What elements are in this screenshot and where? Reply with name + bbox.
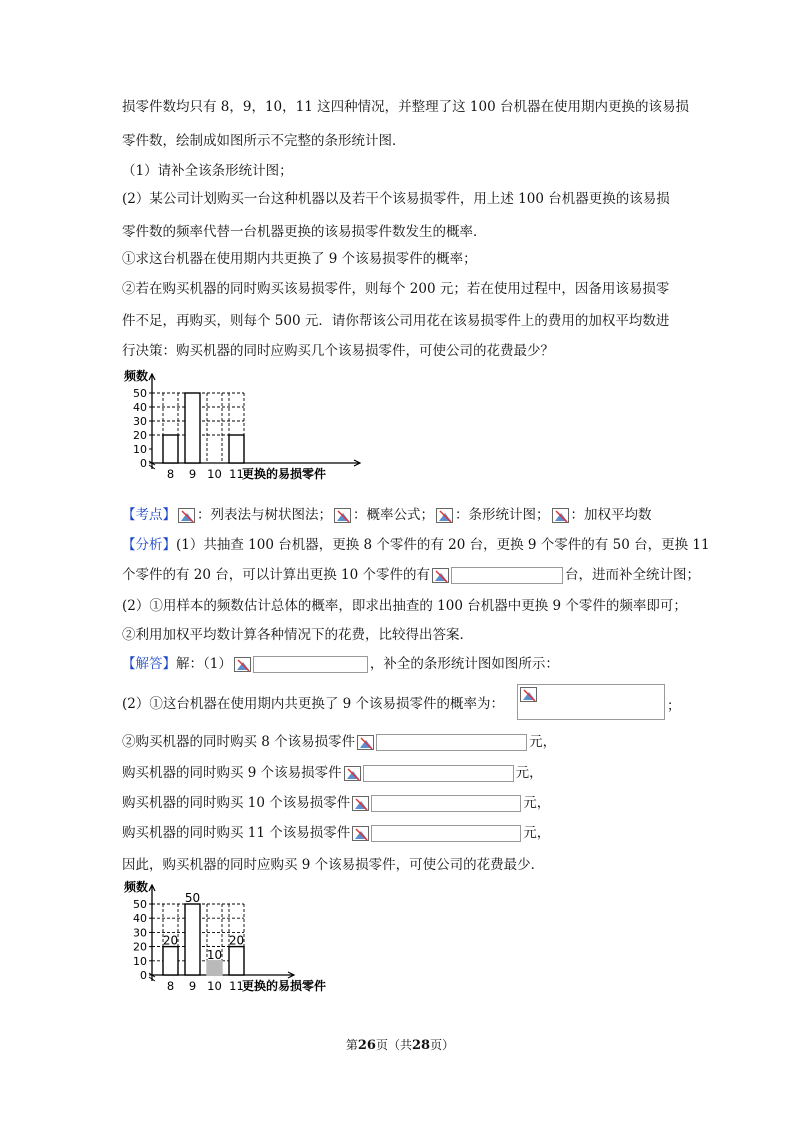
fenxi-text-1: (1）共抽查 100 台机器，更换 8 个零件的有 20 台，更换 9 个零件的有 50 台，更换 11	[176, 537, 710, 553]
problem-line-8: 件不足，再购买，则每个 500 元．请你帮该公司用花在该易损零件上的费用的加权平均数进	[122, 313, 670, 329]
kaodian-item-2: ：概率公式；	[353, 507, 434, 523]
yuan-text: 元，	[529, 734, 557, 750]
jieda-line-3	[122, 732, 556, 752]
y-tick-label: 50	[133, 387, 147, 400]
x-tick-label: 10	[207, 467, 222, 481]
y-tick-label: 10	[133, 443, 147, 456]
formula-image-icon	[357, 735, 374, 750]
kaodian-item-4: ：加权平均数	[570, 507, 652, 523]
formula-image-icon	[178, 508, 195, 523]
jieda-text-1a: 解：（1）	[176, 656, 232, 672]
bar-value-label: 50	[184, 891, 201, 905]
yuan-text: 元，	[515, 765, 543, 781]
x-tick-label: 9	[188, 467, 197, 481]
kaodian-label: 【考点】	[122, 507, 176, 523]
problem-line-3: （1）请补全该条形统计图；	[122, 163, 293, 179]
y-tick-label: 40	[133, 401, 147, 414]
formula-image-icon	[234, 657, 251, 672]
formula-image-icon	[436, 508, 453, 523]
formula-image-box	[371, 825, 521, 842]
problem-line-4: (2）某公司计划购买一台这种机器以及若干个该易损零件，用上述 100 台机器更换的该易损	[122, 191, 670, 207]
fenxi-label: 【分析】	[122, 537, 176, 553]
formula-image-icon	[432, 568, 449, 583]
bar	[229, 947, 244, 975]
jieda-text-6: 购买机器的同时购买 11 个该易损零件	[122, 825, 351, 841]
bar	[163, 435, 178, 463]
fenxi-line-3: (2）①用样本的频数估计总体的概率，即求出抽查的 100 台机器中更换 9 个零件的频率即可；	[122, 598, 687, 614]
bar-chart-incomplete	[122, 362, 372, 487]
formula-image-box	[363, 765, 514, 782]
formula-image-box	[376, 734, 527, 751]
footer-post: 页）	[430, 1038, 455, 1052]
fenxi-line-2	[122, 565, 700, 585]
formula-image-box	[371, 795, 521, 812]
jieda-line-4	[122, 763, 543, 783]
kaodian-item-3: ：条形统计图；	[455, 507, 550, 523]
jieda-text-4: 购买机器的同时购买 9 个该易损零件	[122, 765, 342, 781]
x-tick-label: 9	[188, 979, 197, 993]
y-tick-label: 30	[133, 926, 147, 940]
jieda-line-1	[122, 654, 559, 674]
jieda-text-2b: ；	[667, 698, 681, 714]
yuan-text: 元，	[523, 825, 551, 841]
x-tick-label: 8	[166, 979, 175, 993]
jieda-line-6	[122, 823, 550, 843]
fenxi-text-2b: 台，进而补全统计图；	[565, 567, 701, 583]
formula-image-icon	[520, 687, 537, 702]
bar	[163, 947, 178, 975]
formula-image-box	[253, 656, 368, 673]
formula-image-icon	[344, 766, 361, 781]
jieda-line-2	[122, 694, 504, 714]
y-axis-label: 频数	[124, 369, 149, 383]
x-axis-label: 更换的易损零件	[242, 467, 327, 481]
y-tick-label: 10	[133, 954, 147, 968]
footer-pre: 第	[345, 1038, 358, 1052]
page-total: 28	[412, 1038, 431, 1053]
problem-line-9: 行决策：购买机器的同时应购买几个该易损零件，可使公司的花费最少？	[122, 343, 554, 359]
jieda-text-3: ②购买机器的同时购买 8 个该易损零件	[122, 734, 356, 750]
problem-line-7: ②若在购买机器的同时购买该易损零件，则每个 200 元；若在使用过程中，因备用该易损零	[122, 281, 670, 297]
problem-line-5: 零件数的频率代替一台机器更换的该易损零件数发生的概率．	[122, 224, 487, 240]
bar-value-label: 20	[162, 933, 179, 948]
x-tick-label: 11	[229, 467, 244, 481]
bar	[207, 961, 222, 975]
fenxi-line-1	[122, 535, 710, 555]
fenxi-line-4: ②利用加权平均数计算各种情况下的花费，比较得出答案．	[122, 627, 473, 643]
y-tick-label: 20	[133, 940, 147, 954]
formula-image-box	[451, 567, 563, 584]
jieda-line-5	[122, 793, 550, 813]
y-tick-label: 30	[133, 415, 147, 428]
jieda-line-7: 因此，购买机器的同时应购买 9 个该易损零件，可使公司的花费最少．	[122, 857, 545, 873]
bar	[185, 393, 200, 463]
y-tick-label: 40	[133, 912, 147, 926]
formula-image-icon	[352, 826, 369, 841]
problem-line-2: 零件数，绘制成如图所示不完整的条形统计图．	[122, 133, 406, 149]
bar-chart-completed	[122, 877, 372, 997]
bar-value-label: 10	[206, 947, 223, 962]
problem-line-1: 损零件数均只有 8，9，10，11 这四种情况，并整理了这 100 台机器在使用期内更换的该易损	[122, 99, 689, 115]
jieda-label: 【解答】	[122, 656, 176, 672]
kaodian-line	[122, 505, 652, 525]
jieda-text-1b: ，补全的条形统计图如图所示：	[369, 656, 559, 672]
y-tick-label: 0	[140, 969, 147, 982]
page-footer	[0, 1036, 800, 1053]
problem-line-6: ①求这台机器在使用期内共更换了 9 个该易损零件的概率；	[122, 251, 477, 267]
yuan-text: 元，	[523, 795, 551, 811]
y-tick-label: 0	[140, 457, 147, 470]
bar	[229, 435, 244, 463]
fraction-image-box	[517, 684, 665, 720]
footer-mid: 页（共	[375, 1038, 412, 1052]
formula-image-icon	[552, 508, 569, 523]
x-axis-label: 更换的易损零件	[242, 979, 327, 993]
bar	[185, 904, 200, 975]
y-axis-label: 频数	[124, 880, 149, 894]
x-tick-label: 11	[229, 979, 244, 993]
kaodian-item-1: ：列表法与树状图法；	[197, 507, 332, 523]
x-tick-label: 10	[207, 979, 222, 993]
formula-image-icon	[352, 796, 369, 811]
x-tick-label: 8	[166, 467, 175, 481]
page-number: 26	[357, 1038, 376, 1053]
jieda-text-2a: (2）①这台机器在使用期内共更换了 9 个该易损零件的概率为：	[122, 696, 505, 712]
y-tick-label: 50	[133, 898, 147, 911]
fenxi-text-2a: 个零件的有 20 台，可以计算出更换 10 个零件的有	[122, 567, 431, 583]
jieda-text-5: 购买机器的同时购买 10 个该易损零件	[122, 795, 351, 811]
y-tick-label: 20	[133, 429, 147, 442]
formula-image-icon	[334, 508, 351, 523]
bar-value-label: 20	[228, 933, 245, 948]
